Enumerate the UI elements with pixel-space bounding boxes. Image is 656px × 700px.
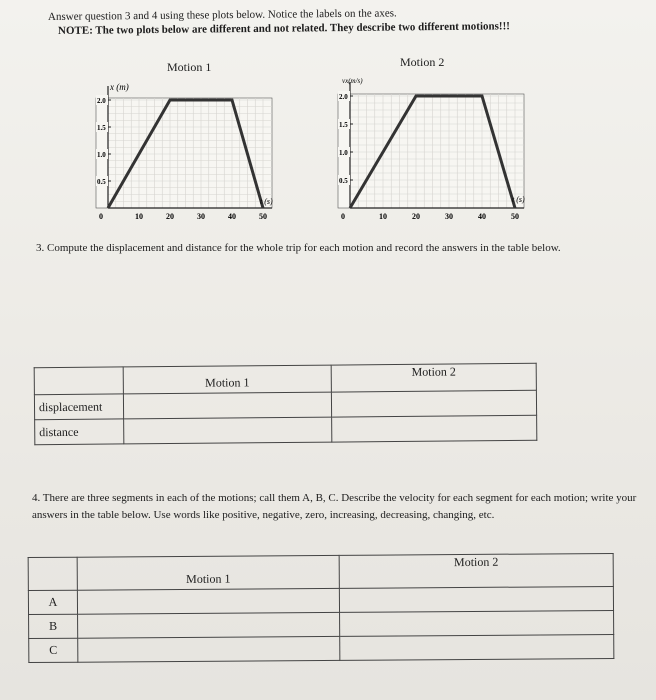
x-tick-label: 10 bbox=[379, 212, 387, 221]
x-tick-label: 20 bbox=[166, 212, 174, 221]
table-row bbox=[35, 415, 537, 444]
y-tick-label: 1.0 bbox=[97, 151, 106, 159]
plot-frame bbox=[96, 98, 272, 208]
x-tick-label: 30 bbox=[197, 212, 205, 221]
y-tick-label: 1.5 bbox=[339, 121, 348, 129]
instructions-line: Answer question 3 and 4 using these plots below. Notice the labels on the axes. bbox=[47, 7, 397, 23]
header-motion-2: Motion 2 bbox=[339, 553, 613, 588]
x-tick-label: 50 bbox=[511, 212, 519, 221]
table-row bbox=[29, 634, 614, 662]
plot-frame bbox=[338, 94, 524, 208]
note-label: NOTE: bbox=[57, 24, 93, 37]
answer-cell-c-m1[interactable] bbox=[78, 636, 340, 662]
y-axis-label: vx(m/s) bbox=[342, 77, 363, 85]
x-tick-label: 20 bbox=[412, 212, 420, 221]
y-tick-label: 2.0 bbox=[97, 97, 106, 105]
x-tick-label: 50 bbox=[259, 212, 267, 221]
row-label-displacement: displacement bbox=[34, 394, 123, 420]
y-tick-label: 1.0 bbox=[339, 149, 348, 157]
table-header-row bbox=[28, 553, 613, 590]
table-corner bbox=[28, 557, 77, 590]
motion2-plot bbox=[330, 74, 540, 222]
y-tick-label: 0.5 bbox=[339, 177, 348, 185]
plot1-title: Motion 1 bbox=[167, 60, 212, 74]
note-line bbox=[58, 20, 510, 37]
header-motion-1: Motion 1 bbox=[123, 365, 331, 394]
answer-cell-a-m1[interactable] bbox=[77, 588, 339, 614]
answer-cell-a-m2[interactable] bbox=[339, 586, 613, 612]
row-label-c: C bbox=[29, 638, 78, 662]
x-axis-label: t (s) bbox=[260, 197, 273, 206]
x-tick-label: 0 bbox=[341, 212, 345, 221]
header-motion-2: Motion 2 bbox=[331, 363, 536, 392]
answer-cell-distance-m1[interactable] bbox=[124, 417, 332, 444]
row-label-distance: distance bbox=[35, 419, 124, 445]
x-tick-label: 10 bbox=[135, 212, 143, 221]
answer-cell-displacement-m1[interactable] bbox=[123, 392, 331, 419]
motion1-plot bbox=[88, 78, 288, 223]
x-tick-label: 40 bbox=[228, 212, 236, 221]
answer-table-q4 bbox=[28, 553, 615, 663]
answer-table-q3 bbox=[34, 363, 538, 445]
answer-cell-b-m2[interactable] bbox=[340, 610, 614, 636]
x-tick-label: 0 bbox=[99, 212, 103, 221]
answer-cell-distance-m2[interactable] bbox=[332, 415, 537, 442]
header-motion-1: Motion 1 bbox=[77, 555, 339, 590]
x-tick-label: 30 bbox=[445, 212, 453, 221]
row-label-b: B bbox=[29, 614, 78, 638]
y-tick-label: 0.5 bbox=[97, 178, 106, 186]
answer-cell-c-m2[interactable] bbox=[340, 634, 614, 660]
table-corner bbox=[34, 367, 123, 395]
x-tick-label: 40 bbox=[478, 212, 486, 221]
question-4: 4. There are three segments in each of the motions; call them A, B, C. Describe the velocity for each segment for each motion; write your answers in the table below. Use words like positive, negative, zero, increasing, decreasing, changing, etc. bbox=[32, 492, 637, 521]
note-text: The two plots below are different and not related. They describe two different motions!!! bbox=[95, 20, 510, 37]
y-tick-label: 2.0 bbox=[339, 93, 348, 101]
answer-cell-b-m1[interactable] bbox=[78, 612, 340, 638]
plot2-title: Motion 2 bbox=[400, 55, 445, 69]
row-label-a: A bbox=[28, 590, 77, 614]
answer-cell-displacement-m2[interactable] bbox=[331, 390, 536, 417]
y-axis-label: x (m) bbox=[110, 82, 129, 92]
y-tick-label: 1.5 bbox=[97, 124, 106, 132]
x-axis-label: t (s) bbox=[512, 195, 525, 204]
question-3: 3. Compute the displacement and distance for the whole trip for each motion and record the answers in the table below. bbox=[36, 242, 561, 254]
